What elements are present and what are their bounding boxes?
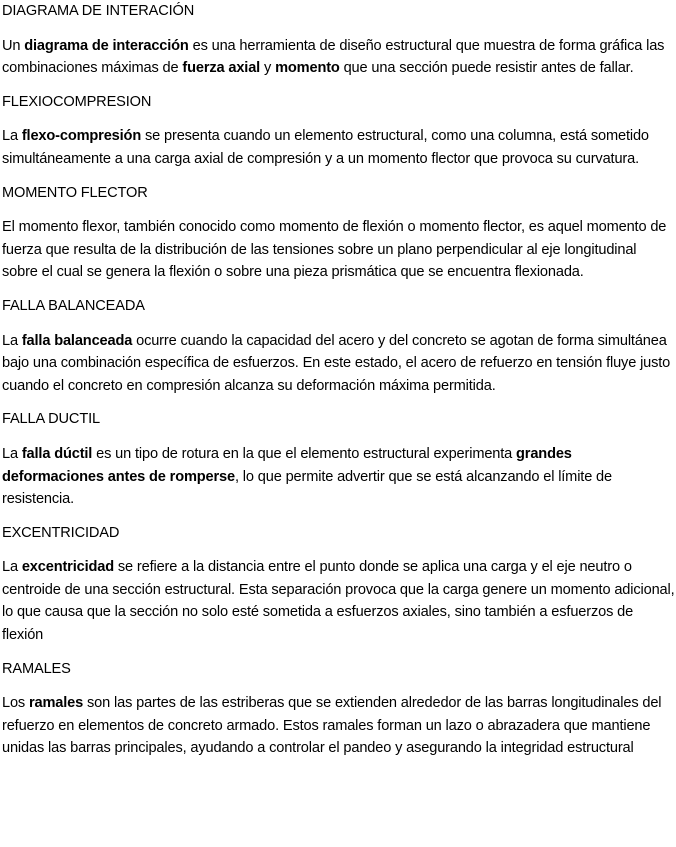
- section-heading: FALLA DUCTIL: [2, 411, 100, 428]
- text-run: Los: [2, 695, 29, 712]
- text-run: que una sección puede resistir antes de fallar.: [339, 60, 634, 77]
- section-heading: EXCENTRICIDAD: [2, 524, 120, 541]
- section-paragraph: [2, 216, 676, 284]
- bold-term: excentricidad: [21, 559, 114, 576]
- text-run: La: [2, 332, 22, 349]
- section-excentricidad: [2, 522, 676, 647]
- text-run: y: [260, 60, 276, 77]
- section-heading: FALLA BALANCEADA: [2, 297, 145, 314]
- text-run: La: [2, 128, 22, 145]
- text-run: La: [2, 445, 22, 462]
- section-diagrama-de-interaccion: [2, 0, 676, 80]
- text-run: Un: [2, 37, 25, 54]
- bold-term: ramales: [28, 695, 84, 712]
- section-ramales: [2, 658, 676, 760]
- section-paragraph: [2, 692, 676, 760]
- section-momento-flector: [2, 182, 676, 284]
- text-run: es un tipo de rotura en la que el elemento estructural experimenta: [92, 445, 517, 462]
- section-paragraph: [2, 330, 676, 398]
- section-paragraph: [2, 125, 676, 170]
- bold-term: diagrama de interacción: [24, 37, 189, 54]
- bold-term: flexo-compresión: [21, 128, 142, 145]
- text-run: se refiere a la distancia entre el punto donde se aplica una carga y el eje neutro o centroide de una sección estructural. Esta separación provoca que la carga genere un momento adicional, lo que causa que la sección no solo esté sometida a esfuerzos axiales, sino también a esfuerzos de flexión: [2, 559, 675, 644]
- section-falla-balanceada: [2, 295, 676, 397]
- section-flexiocompresion: [2, 91, 676, 171]
- text-run: son las partes de las estriberas que se extienden alrededor de las barras longitudinales del refuerzo en elementos de concreto armado. Estos ramales forman un lazo o abrazadera que mantiene unidas las barras principales, ayudando a controlar el pandeo y asegurando la integridad estructural: [2, 695, 662, 757]
- bold-term: grandes deformaciones antes de romperse: [2, 445, 572, 485]
- section-paragraph: [2, 35, 676, 80]
- section-paragraph: [2, 443, 676, 511]
- bold-term: momento: [275, 60, 340, 77]
- bold-term: fuerza axial: [182, 60, 261, 77]
- section-heading: RAMALES: [2, 660, 71, 677]
- section-falla-ductil: [2, 408, 676, 510]
- text-run: se presenta cuando un elemento estructural, como una columna, está sometido simultáneamente a una carga axial de compresión y a un momento flector que provoca su curvatura.: [2, 128, 649, 167]
- text-run: es una herramienta de diseño estructural que muestra de forma gráfica las combinaciones máximas de: [2, 37, 665, 77]
- section-heading: DIAGRAMA DE INTERACIÓN: [2, 3, 195, 19]
- text-run: El momento flexor, también conocido como momento de flexión o momento flector, es aquel momento de fuerza que resulta de la distribución de las tensiones sobre un plano perpendicular al eje longitudinal sobre el cual se genera la flexión o sobre una pieza prismática que se encuentra flexionada.: [2, 219, 667, 281]
- bold-term: falla dúctil: [21, 445, 93, 462]
- text-run: ocurre cuando la capacidad del acero y del concreto se agotan de forma simultánea bajo una combinación específica de esfuerzos. En este estado, el acero de refuerzo en tensión fluye justo cuando el concreto en compresión alcanza su deformación máxima permitida.: [2, 332, 671, 394]
- text-run: La: [2, 559, 22, 576]
- section-paragraph: [2, 556, 676, 646]
- section-heading: FLEXIOCOMPRESION: [2, 93, 152, 110]
- text-run: , lo que permite advertir que se está alcanzando el límite de resistencia.: [2, 468, 612, 508]
- section-heading: MOMENTO FLECTOR: [2, 184, 148, 201]
- bold-term: falla balanceada: [21, 332, 133, 349]
